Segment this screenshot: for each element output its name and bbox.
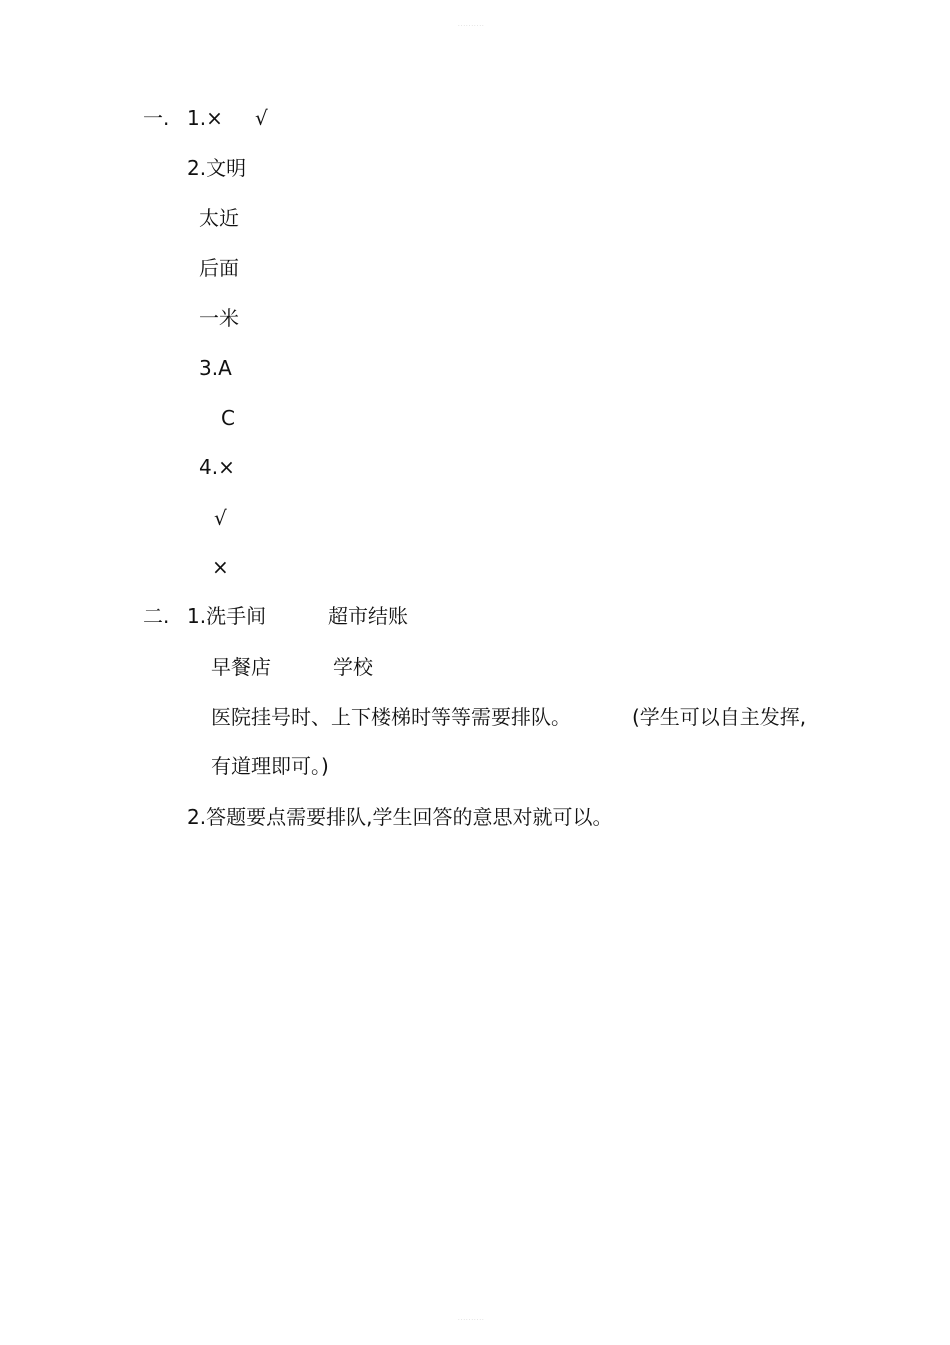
s2-q1-note: (学生可以自主发挥, [632, 705, 807, 729]
q4-answer-1: 4.× [199, 455, 235, 479]
s2-q2-answer: 2.答题要点需要排队,学生回答的意思对就可以。 [187, 805, 613, 829]
q2-answer-1: 2.文明 [187, 156, 247, 180]
q1-answer-1: 1.× [187, 106, 223, 130]
q4-answer-2: √ [214, 506, 227, 530]
q2-answer-2: 太近 [199, 206, 239, 230]
q4-answer-3: × [212, 555, 229, 579]
q1-answer-2: √ [255, 106, 268, 130]
s2-q1-answer-3: 早餐店 [211, 655, 271, 679]
q3-answer-1: 3.A [199, 356, 232, 380]
footer-mark: .......... [458, 1316, 485, 1322]
section-2-label: 二. [143, 604, 170, 628]
s2-q1-answer-2: 超市结账 [328, 604, 408, 628]
s2-q1-answer-1: 1.洗手间 [187, 604, 267, 628]
section-1-label: 一. [143, 106, 170, 130]
s2-q1-note-continued: 有道理即可。) [211, 754, 329, 778]
q2-answer-4: 一米 [199, 306, 239, 330]
header-mark: .......... [458, 22, 485, 28]
q3-answer-2: C [221, 406, 235, 430]
s2-q1-explanation: 医院挂号时、上下楼梯时等等需要排队。 [211, 705, 571, 729]
q2-answer-3: 后面 [199, 256, 239, 280]
s2-q1-answer-4: 学校 [333, 655, 373, 679]
